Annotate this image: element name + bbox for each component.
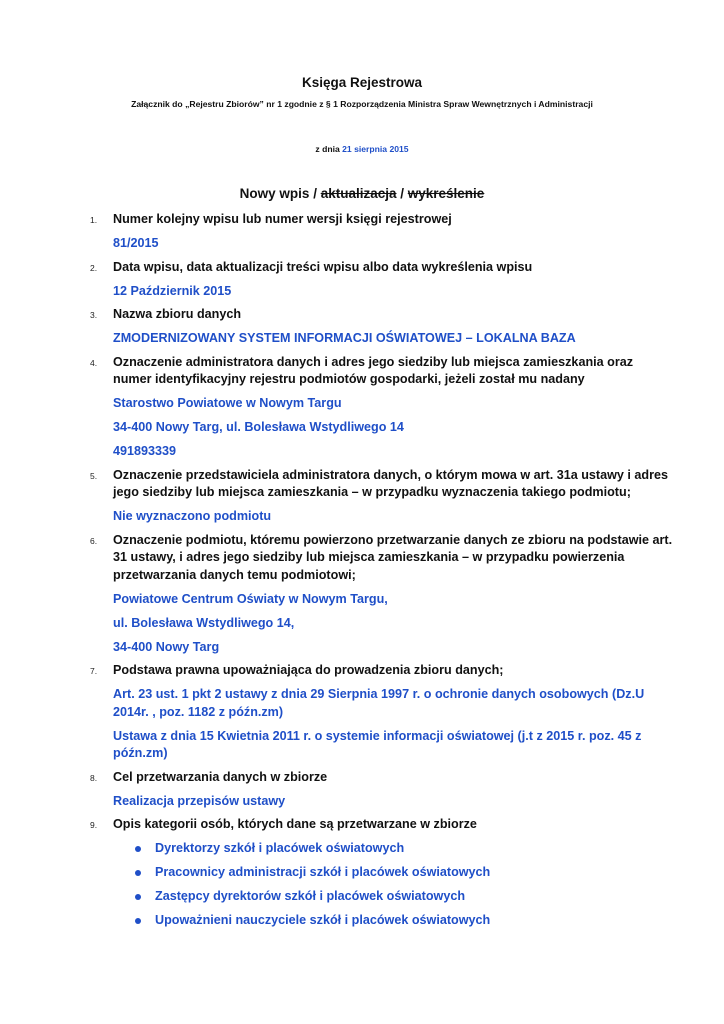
person-category-label: Dyrektorzy szkół i placówek oświatowych [155, 841, 405, 855]
item-number: 7. [90, 666, 98, 676]
entry-new: Nowy wpis [239, 186, 310, 201]
item-question: Opis kategorii osób, których dane są przetwarzane w zbiorze [113, 817, 477, 831]
document-title: Księga Rejestrowa [301, 75, 423, 90]
entry-deletion: wykreślenie [407, 186, 485, 201]
document-subtitle: Załącznik do „Rejestru Zbiorów” nr 1 zgodnie z § 1 Rozporządzenia Ministra Spraw Wewnętrznych i Administracji [131, 99, 593, 109]
item-question: Numer kolejny wpisu lub numer wersji księgi rejestrowej [113, 212, 452, 226]
item-answer: Realizacja przepisów ustawy [113, 793, 286, 808]
bullet-icon [135, 870, 141, 876]
entry-sep-1: / [309, 186, 321, 201]
item-answer: 12 Październik 2015 [113, 283, 232, 298]
entry-item [0, 662, 724, 763]
entry-item [0, 306, 724, 348]
entry-item [0, 259, 724, 301]
person-category-label: Zastępcy dyrektorów szkół i placówek oświatowych [155, 889, 466, 903]
item-question: Nazwa zbioru danych [113, 307, 242, 321]
item-number: 4. [90, 357, 98, 368]
item-number: 9. [90, 820, 98, 830]
item-question: Cel przetwarzania danych w zbiorze [113, 769, 328, 784]
person-category-item [113, 888, 674, 906]
person-category-label: Pracownicy administracji szkół i placówek oświatowych [155, 865, 491, 879]
person-category-item [113, 864, 674, 882]
item-question: Oznaczenie podmiotu, któremu powierzono przetwarzanie danych ze zbioru na podstawie art. 31 ustawy, i adres jego siedziby lub miejsca zamieszkania – w przypadku powierzenia przetwarzania danych temu podmiotowi; [113, 532, 673, 582]
entry-item [0, 467, 724, 526]
item-answer: 34-400 Nowy Targ, ul. Bolesława Wstydliwego 14 [113, 420, 404, 434]
item-number: 1. [90, 215, 98, 225]
person-category-label: Upoważnieni nauczyciele szkół i placówek oświatowych [155, 913, 491, 927]
item-answer: Ustawa z dnia 15 Kwietnia 2011 r. o systemie informacji oświatowej (j.t z 2015 r. poz. 45 z późn.zm) [113, 728, 642, 760]
entry-update: aktualizacja [320, 186, 397, 201]
item-question: Data wpisu, data aktualizacji treści wpisu albo data wykreślenia wpisu [113, 259, 533, 274]
item-question: Oznaczenie przedstawiciela administratora danych, o którym mowa w art. 31a ustawy i adres jego siedziby lub miejsca zamieszkania – w przypadku wyznaczenia takiego podmiotu; [113, 467, 669, 499]
bullet-icon [135, 846, 141, 852]
item-number: 6. [90, 535, 98, 546]
person-categories-list [113, 840, 674, 930]
item-number: 8. [90, 772, 98, 783]
date-prefix: z dnia [315, 144, 340, 154]
entry-item [0, 211, 724, 253]
item-answer: 34-400 Nowy Targ [113, 639, 220, 654]
bullet-icon [135, 894, 141, 900]
entry-items-list [0, 208, 724, 930]
entry-item [0, 816, 724, 930]
item-number: 5. [90, 470, 98, 481]
item-question: Podstawa prawna upoważniająca do prowadzenia zbioru danych; [113, 663, 504, 677]
item-answer: ul. Bolesława Wstydliwego 14, [113, 615, 295, 630]
entry-item [0, 532, 724, 657]
item-answer: Art. 23 ust. 1 pkt 2 ustawy z dnia 29 Sierpnia 1997 r. o ochronie danych osobowych (Dz.U 2014r. , poz. 1182 z późn.zm) [113, 687, 645, 719]
entry-heading [0, 186, 724, 201]
bullet-icon [135, 918, 141, 924]
item-number: 2. [90, 262, 98, 273]
person-category-item [113, 912, 674, 930]
person-category-item [113, 840, 674, 858]
item-question: Oznaczenie administratora danych i adres jego siedziby lub miejsca zamieszkania oraz numer identyfikacyjny rejestru podmiotów gospodarki, jeżeli został mu nadany [113, 354, 634, 386]
item-answer: 491893339 [113, 444, 177, 458]
item-answer: 81/2015 [113, 236, 159, 250]
document-date [0, 144, 724, 154]
date-value: 21 sierpnia 2015 [342, 144, 409, 154]
entry-item [0, 769, 724, 811]
entry-sep-2: / [396, 186, 408, 201]
item-answer: ZMODERNIZOWANY SYSTEM INFORMACJI OŚWIATOWEJ – LOKALNA BAZA [113, 331, 576, 345]
item-number: 3. [90, 310, 98, 320]
item-answer: Starostwo Powiatowe w Nowym Targu [113, 396, 342, 410]
item-answer: Nie wyznaczono podmiotu [113, 509, 272, 523]
entry-item [0, 354, 724, 461]
item-answer: Powiatowe Centrum Oświaty w Nowym Targu, [113, 591, 388, 606]
